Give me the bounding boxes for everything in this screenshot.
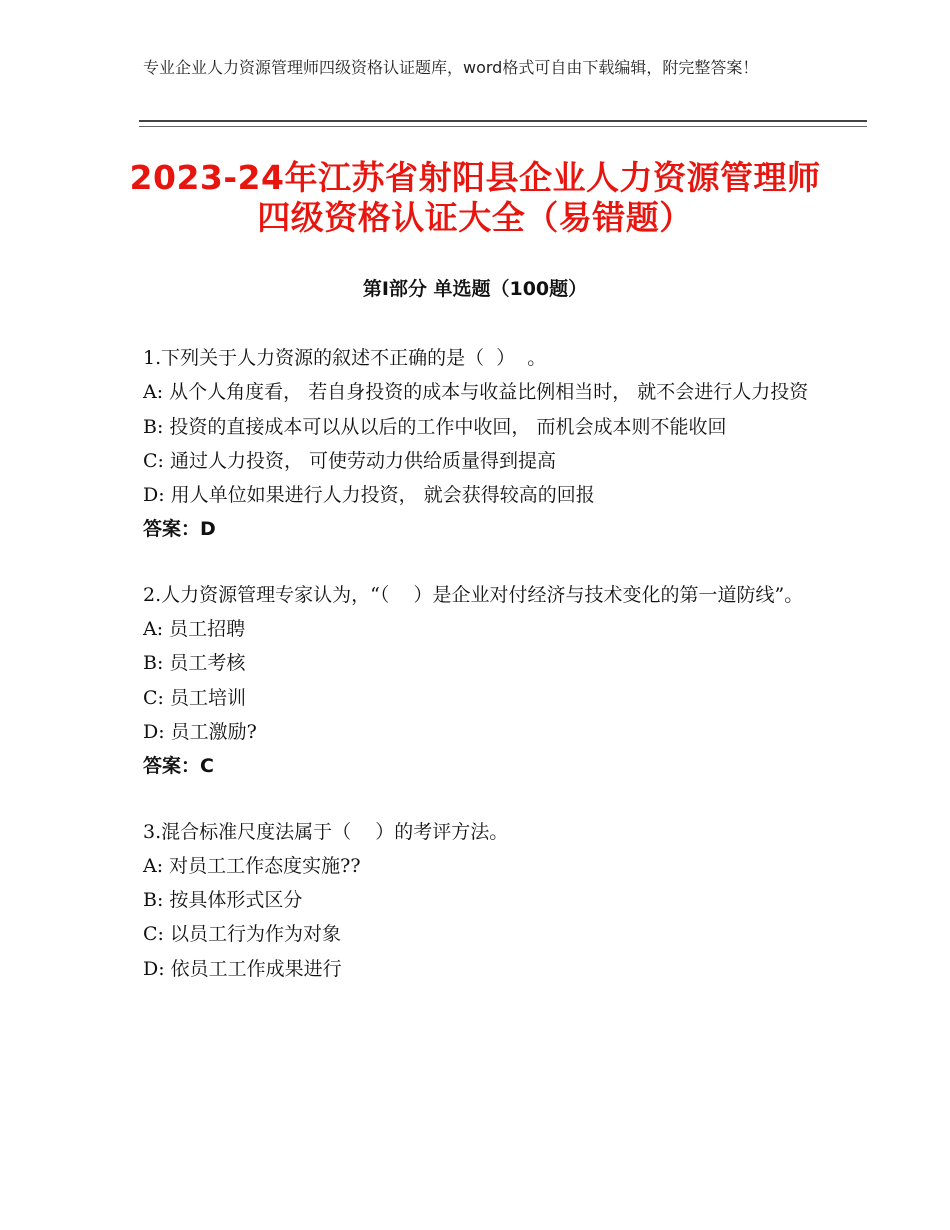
- option-d: D: 用人单位如果进行人力投资， 就会获得较高的回报: [143, 484, 595, 507]
- option-c: C: 员工培训: [143, 686, 246, 709]
- option-d: D: 依员工工作成果进行: [143, 957, 342, 980]
- question-stem: 2.人力资源管理专家认为，“（ ）是企业对付经济与技术变化的第一道防线”。: [143, 583, 804, 606]
- option-c: C: 以员工行为作为对象: [143, 923, 341, 946]
- option-a: A: 员工招聘: [143, 618, 246, 641]
- option-b: B: 按具体形式区分: [143, 889, 303, 912]
- question-2: [143, 578, 823, 784]
- question-list: [143, 341, 823, 1017]
- header-divider-thin: [139, 126, 867, 127]
- option-b: B: 投资的直接成本可以从以后的工作中收回， 而机会成本则不能收回: [143, 415, 727, 438]
- option-a: A: 从个人角度看， 若自身投资的成本与收益比例相当时， 就不会进行人力投资: [143, 381, 809, 404]
- answer: 答案：C: [143, 755, 214, 778]
- question-3: [143, 815, 823, 986]
- question-stem: 3.混合标准尺度法属于（ ）的考评方法。: [143, 820, 509, 843]
- option-d: D: 员工激励?: [143, 720, 257, 743]
- option-b: B: 员工考核: [143, 652, 246, 675]
- header-note: 专业企业人力资源管理师四级资格认证题库，word格式可自由下载编辑，附完整答案！: [143, 58, 759, 77]
- option-a: A: 对员工工作态度实施??: [143, 854, 361, 877]
- question-1: [143, 341, 823, 547]
- answer: 答案：D: [143, 518, 216, 541]
- question-stem: 1.下列关于人力资源的叙述不正确的是（ ） 。: [143, 347, 547, 369]
- document-title: 2023-24年江苏省射阳县企业人力资源管理师四级资格认证大全（易错题）: [129, 158, 821, 237]
- section-title: 第Ⅰ部分 单选题（100题）: [362, 278, 588, 300]
- option-c: C: 通过人力投资， 可使劳动力供给质量得到提高: [143, 449, 557, 472]
- header-divider-thick: [139, 120, 867, 122]
